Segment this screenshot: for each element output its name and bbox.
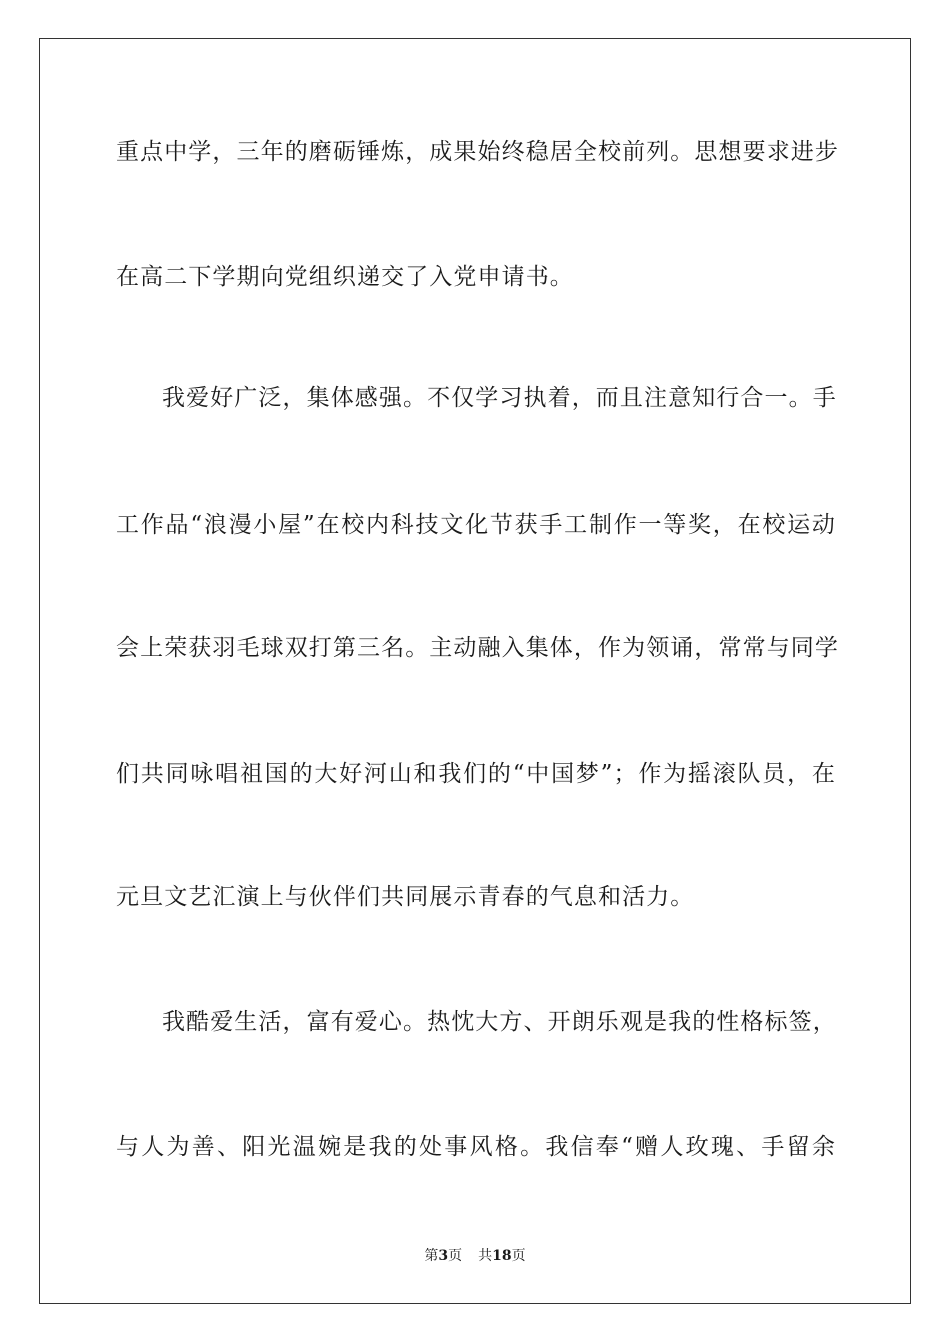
body-text-line-5: 会上荣获羽毛球双打第三名。主动融入集体，作为领诵，常常与同学 [116,635,839,661]
body-text-line-6: 们共同咏唱祖国的大好河山和我们的“中国梦”；作为摇滚队员，在 [116,761,836,787]
body-text-line-7: 元旦文艺汇演上与伙伴们共同展示青春的气息和活力。 [116,884,695,910]
page-suffix: 页 [448,1248,463,1264]
page-number: 3 [438,1248,449,1264]
body-text-line-8: 我酷爱生活，富有爱心。热忱大方、开朗乐观是我的性格标签， [162,1009,837,1035]
body-text-line-2: 在高二下学期向党组织递交了入党申请书。 [116,264,574,290]
total-pages: 18 [492,1248,512,1264]
body-text-line-9: 与人为善、阳光温婉是我的处事风格。我信奉“赠人玫瑰、手留余 [116,1134,836,1160]
page-prefix: 第 [424,1248,439,1264]
page-border [39,38,911,1304]
total-suffix: 页 [511,1248,526,1264]
page-footer [0,1247,950,1265]
body-text-line-4: 工作品“浪漫小屋”在校内科技文化节获手工制作一等奖，在校运动 [116,512,836,538]
total-prefix: 共 [478,1248,493,1264]
body-text-line-1: 重点中学，三年的磨砺锤炼，成果始终稳居全校前列。思想要求进步 [116,139,839,165]
body-text-line-3: 我爱好广泛，集体感强。不仅学习执着，而且注意知行合一。手 [162,385,837,411]
